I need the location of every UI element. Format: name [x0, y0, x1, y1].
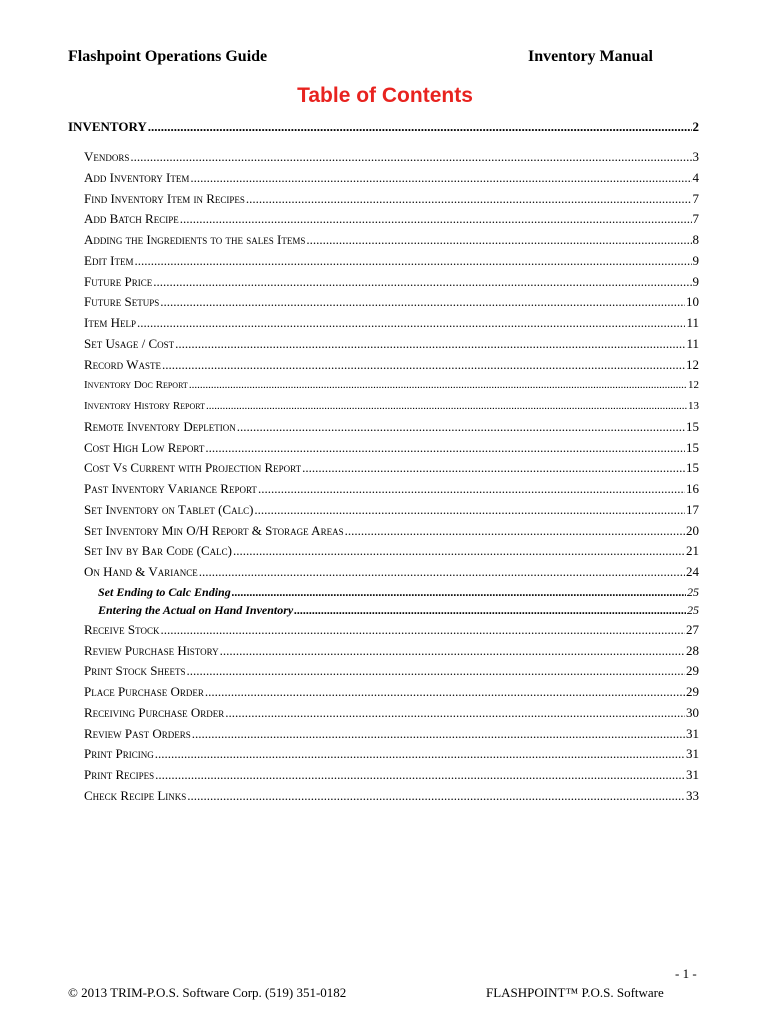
toc-entry[interactable]	[68, 272, 699, 293]
toc-entry-title: Receive Stock	[84, 621, 160, 637]
toc-entry[interactable]	[68, 682, 699, 703]
toc-entry-title: Future Setups	[84, 294, 160, 310]
toc-entry-title: Cost High Low Report	[84, 439, 205, 455]
toc-entry[interactable]	[68, 458, 699, 479]
toc-entry-page: 17	[686, 501, 699, 517]
toc-entry-page: 2	[692, 119, 699, 134]
toc-entry-title: Add Inventory Item	[84, 169, 190, 185]
dot-leader	[135, 251, 692, 272]
dot-leader	[206, 396, 687, 417]
toc-entry-page: 27	[686, 621, 699, 637]
toc-entry[interactable]	[68, 189, 699, 210]
toc-entry-page: 9	[692, 252, 699, 268]
toc-entry-title: Check Recipe Links	[84, 787, 187, 803]
dot-leader	[180, 209, 692, 230]
dot-leader	[232, 583, 686, 602]
toc-entry-page: 29	[686, 684, 699, 699]
toc-entry[interactable]	[68, 703, 699, 724]
toc-entry[interactable]	[68, 438, 699, 459]
toc-entry[interactable]	[68, 500, 699, 521]
dot-leader	[205, 682, 685, 703]
toc-entry[interactable]	[68, 209, 699, 230]
toc-entry-page: 20	[686, 522, 699, 538]
toc-entry-title: Set Ending to Calc Ending	[98, 584, 231, 599]
toc-entry-title: Adding the Ingredients to the sales Items	[84, 232, 306, 247]
toc-entry-page: 30	[686, 704, 699, 720]
toc-entry-title: Past Inventory Variance Report	[84, 481, 257, 496]
dot-leader	[237, 417, 685, 438]
toc-entry[interactable]	[68, 168, 699, 189]
toc-entry-page: 7	[692, 211, 699, 227]
toc-entry-title: Add Batch Recipe	[84, 211, 179, 227]
dot-leader	[155, 765, 685, 786]
toc-entry[interactable]	[68, 541, 699, 562]
toc-entry-page: 16	[686, 481, 699, 496]
toc-entry-page: 12	[688, 379, 699, 392]
toc-entry[interactable]	[68, 786, 699, 807]
toc-entry-title: On Hand & Variance	[84, 564, 198, 579]
toc-entry-page: 33	[686, 787, 699, 803]
toc-entry-title: Cost Vs Current with Projection Report	[84, 460, 302, 476]
dot-leader	[130, 147, 691, 168]
toc-entry-page: 12	[686, 356, 699, 372]
toc-entry-page: 10	[686, 294, 699, 310]
toc-entry[interactable]	[68, 562, 699, 583]
dot-leader	[302, 458, 685, 479]
toc-entry-page: 9	[692, 273, 699, 289]
toc-entry-title: Review Past Orders	[84, 725, 191, 741]
dot-leader	[190, 168, 691, 189]
toc-entry-page: 29	[686, 663, 699, 679]
dot-leader	[306, 230, 691, 251]
toc-entry[interactable]	[68, 375, 699, 396]
toc-entry[interactable]	[68, 417, 699, 438]
toc-entry-title: Remote Inventory Depletion	[84, 418, 236, 434]
table-of-contents	[68, 116, 699, 807]
toc-entry[interactable]	[68, 355, 699, 376]
toc-entry-page: 7	[692, 190, 699, 206]
toc-entry[interactable]	[68, 620, 699, 641]
toc-entry-page: 4	[692, 169, 699, 185]
toc-entry-title: Entering the Actual on Hand Inventory	[98, 603, 294, 618]
toc-entry-title: Set Inventory on Tablet (Calc)	[84, 501, 254, 517]
dot-leader	[148, 116, 692, 138]
toc-entry-page: 15	[686, 439, 699, 455]
dot-leader	[205, 438, 685, 459]
toc-entry-page: 24	[686, 564, 699, 579]
toc-entry-page: 15	[686, 460, 699, 476]
toc-entry-title: Set Inventory Min O/H Report & Storage Areas	[84, 522, 344, 538]
toc-entry-title: Print Pricing	[84, 746, 154, 762]
toc-entry[interactable]	[68, 583, 699, 602]
dot-leader	[192, 724, 685, 745]
toc-entry-title: Record Waste	[84, 356, 161, 372]
header-manual-title: Inventory Manual	[528, 48, 653, 65]
dot-leader	[233, 541, 685, 562]
toc-entry-title: Inventory Doc Report	[84, 379, 188, 392]
toc-entry-page: 8	[692, 232, 699, 247]
dot-leader	[137, 313, 686, 334]
dot-leader	[345, 521, 685, 542]
toc-entry[interactable]	[68, 147, 699, 168]
dot-leader	[258, 479, 685, 500]
toc-entry[interactable]	[68, 396, 699, 417]
dot-leader	[294, 601, 686, 620]
dot-leader	[199, 562, 685, 583]
toc-entry-page: 13	[688, 400, 699, 412]
toc-entry-page: 25	[687, 603, 699, 618]
toc-entry[interactable]	[68, 601, 699, 620]
toc-entry-title: Find Inventory Item in Recipes	[84, 190, 245, 206]
toc-entry-page: 11	[686, 315, 699, 330]
toc-entry[interactable]	[68, 744, 699, 765]
toc-entry-page: 3	[692, 149, 699, 164]
footer-product: FLASHPOINT™ P.O.S. Software	[486, 985, 664, 1000]
footer-copyright: © 2013 TRIM-P.O.S. Software Corp. (519) 351-0182	[68, 985, 347, 1000]
dot-leader	[160, 620, 685, 641]
toc-entry[interactable]	[68, 313, 699, 334]
toc-entry-title: Set Inv by Bar Code (Calc)	[84, 543, 232, 559]
dot-leader	[189, 375, 687, 396]
toc-entry-page: 15	[686, 418, 699, 434]
toc-entry-page: 31	[686, 725, 699, 741]
dot-leader	[162, 355, 685, 376]
toc-entry-title: Receiving Purchase Order	[84, 704, 225, 720]
dot-leader	[160, 292, 685, 313]
dot-leader	[187, 786, 685, 807]
toc-entry[interactable]	[68, 661, 699, 682]
toc-entry-title: Inventory History Report	[84, 400, 206, 412]
toc-entry[interactable]	[68, 724, 699, 745]
toc-entry[interactable]	[68, 765, 699, 786]
toc-entry-title: Place Purchase Order	[84, 684, 204, 699]
toc-entry-title: Item Help	[84, 315, 136, 330]
toc-entry-page: 31	[686, 767, 699, 782]
toc-entry-page: 31	[686, 746, 699, 762]
toc-entry[interactable]	[68, 479, 699, 500]
toc-entry-title: Edit Item	[84, 252, 134, 268]
toc-entry-page: 11	[686, 335, 699, 351]
toc-heading: Table of Contents	[297, 84, 473, 107]
toc-entry-page: 25	[687, 584, 699, 599]
dot-leader	[187, 661, 685, 682]
dot-leader	[220, 641, 685, 662]
toc-entry-page: 28	[686, 642, 699, 658]
toc-entry-title: Future Price	[84, 273, 153, 289]
toc-entry-title: Review Purchase History	[84, 642, 219, 658]
toc-entry[interactable]	[68, 251, 699, 272]
toc-entry[interactable]	[68, 521, 699, 542]
toc-entry[interactable]	[68, 292, 699, 313]
toc-entry-title: Vendors	[84, 149, 130, 164]
toc-entry-page: 21	[686, 543, 699, 559]
toc-entry[interactable]	[68, 334, 699, 355]
dot-leader	[225, 703, 685, 724]
toc-entry[interactable]	[68, 230, 699, 251]
toc-entry[interactable]	[68, 641, 699, 662]
toc-entry-title: Set Usage / Cost	[84, 335, 175, 351]
toc-entry-title: INVENTORY	[68, 119, 147, 134]
toc-entry-title: Print Stock Sheets	[84, 663, 186, 679]
dot-leader	[254, 500, 685, 521]
header-guide-title: Flashpoint Operations Guide	[68, 48, 268, 65]
dot-leader	[246, 189, 692, 210]
toc-entry[interactable]	[68, 116, 699, 138]
dot-leader	[175, 334, 685, 355]
page-number: - 1 -	[675, 966, 697, 981]
dot-leader	[153, 272, 691, 293]
dot-leader	[155, 744, 685, 765]
toc-entry-title: Print Recipes	[84, 767, 155, 782]
